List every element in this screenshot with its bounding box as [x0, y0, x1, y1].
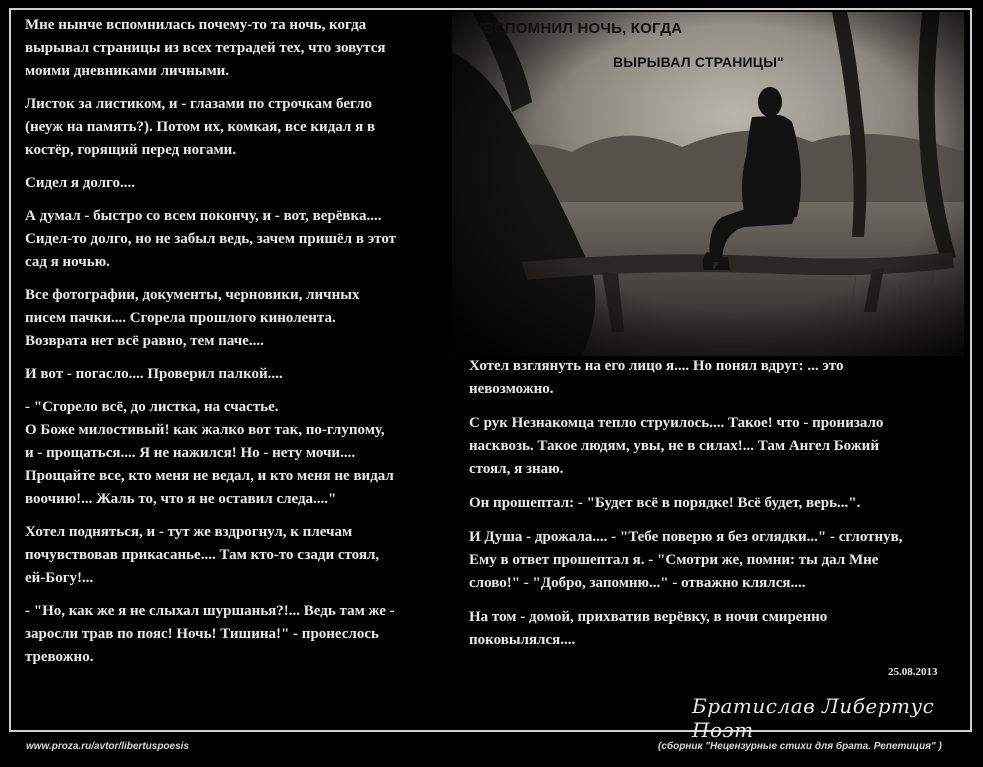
stanza: Хотел подняться, и - тут же вздрогнул, к плечам почувствовав прикасанье.... Там кто-то сзади стоял, ей-Богу!... [25, 524, 380, 586]
stanza: А думал - быстро со всем покончу, и - вот, верёвка.... Сидел-то долго, но не забыл ведь, зачем пришёл в этот сад я ночью. [25, 208, 397, 270]
poem-date: 25.08.2013 [888, 666, 938, 678]
poem-right-column [469, 355, 964, 663]
poem-left-column [25, 14, 450, 679]
stanza: Сидел я долго.... [25, 175, 135, 191]
stanza: И вот - погасло.... Проверил палкой.... [25, 366, 283, 382]
stanza: И Душа - дрожала.... - "Тебе поверю я без оглядки..." - сглотнув, Ему в ответ прошептал я. - "Смотри же, помни: ты дал Мне слово!" - "Добро, запомню..." - отважно клялся.... [469, 529, 903, 591]
stanza: - "Но, как же я не слыхал шуршанья?!... Ведь там же - заросли трав по пояс! Ночь! Тишина!" - пронеслось тревожно. [25, 603, 395, 665]
stanza: На том - домой, прихватив верёвку, в ночи смиренно поковылялся.... [469, 609, 828, 648]
stanza: Мне нынче вспомнилась почему-то та ночь, когда вырывал страницы из всех тетрадей тех, что зовутся моими дневниками личными. [25, 17, 386, 79]
stanza: Хотел взглянуть на его лицо я.... Но понял вдруг: ... это невозможно. [469, 358, 844, 397]
stanza: - "Сгорело всё, до листка, на счастье. О Боже милостивый! как жалко вот так, по-глупому, и - прощаться.... Я не нажился! Но - нету мочи.... Прощайте все, кто меня не ведал, и кто меня не видал воочию!... Жаль то, что я не оставил следа...." [25, 399, 394, 507]
author-signature: Братислав Либертус Поэт [692, 694, 935, 742]
author-website: www.proza.ru/avtor/libertuspoesis [26, 741, 189, 752]
photo-title-line-2: ВЫРЫВАЛ СТРАНИЦЫ" [613, 54, 784, 70]
stanza: Он прошептал: - "Будет всё в порядке! Всё будет, верь...". [469, 495, 861, 511]
photo-title-line-1: "ВСПОМНИЛ НОЧЬ, КОГДА [476, 20, 683, 37]
stanza: Все фотографии, документы, черновики, личных писем пачки.... Сгорела прошлого кинолента. Возврата нет всё равно, тем паче.... [25, 287, 360, 349]
collection-note: (сборник "Нецензурные стихи для брата. Репетиция" ) [658, 741, 942, 752]
stanza: С рук Незнакомца тепло струилось.... Такое! что - пронизало насквозь. Такое людям, увы, не в силах!... Там Ангел Божий стоял, я знаю. [469, 415, 884, 477]
stanza: Листок за листиком, и - глазами по строчкам бегло (неуж на память?). Потом их, комкая, все кидал я в костёр, горящий перед ногами. [25, 96, 376, 158]
